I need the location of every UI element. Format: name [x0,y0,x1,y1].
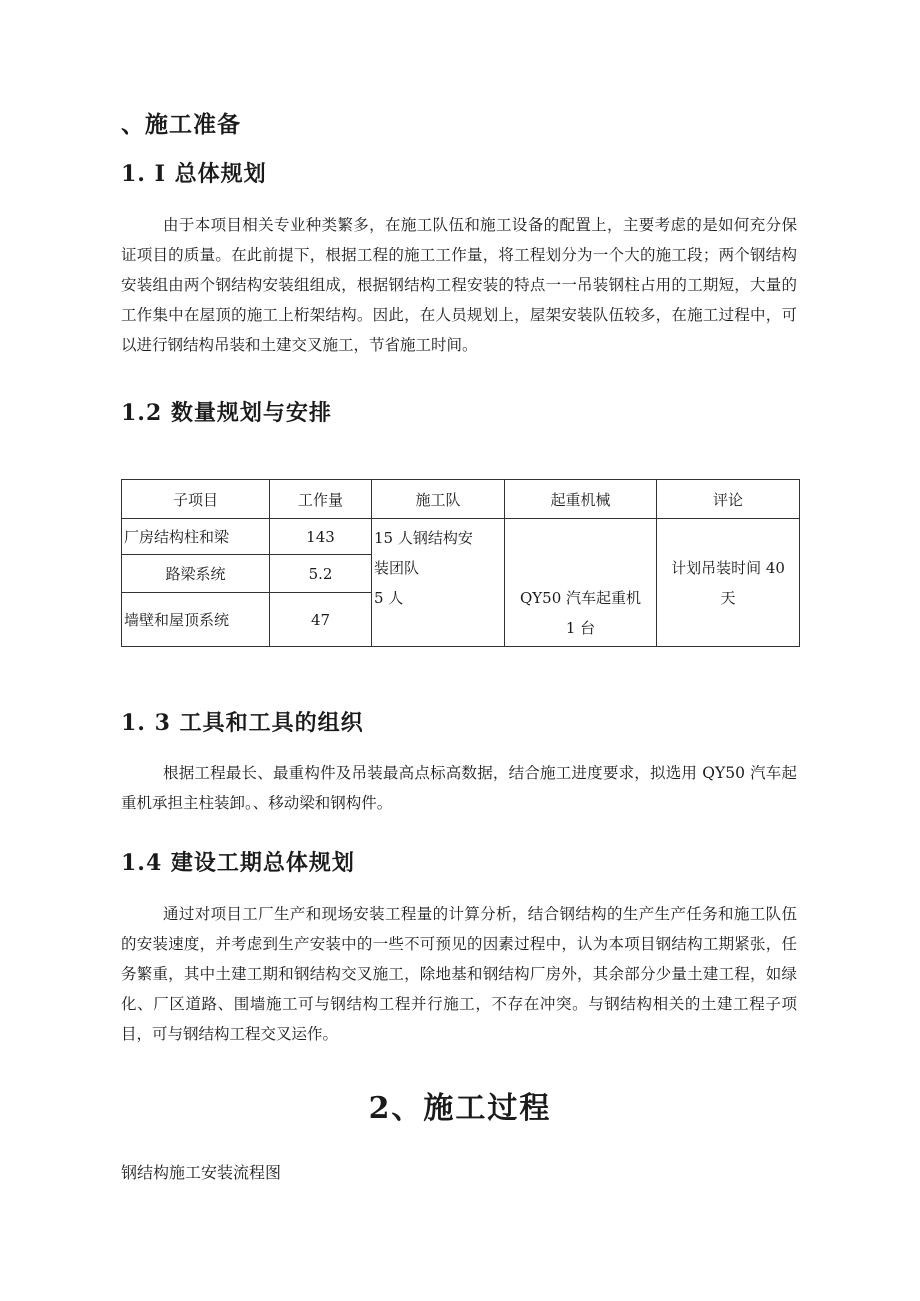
table-row [122,519,800,555]
crane-line: QY50 汽车起重机 [519,589,642,607]
section-1-1-heading: 1. I 总体规划 [121,161,267,187]
table-header-row [122,480,800,519]
table-cell-team [372,519,505,647]
team-line: 装团队 [374,559,420,577]
table-cell-qty: 143 [270,519,372,555]
quantity-table [121,479,800,647]
flowchart-caption: 钢结构施工安装流程图 [121,1163,282,1182]
table-cell-item: 厂房结构柱和梁 [122,519,270,555]
table-cell-item: 墙壁和屋顶系统 [122,593,270,647]
table-header: 工作量 [270,480,372,519]
table-header: 施工队 [372,480,505,519]
comment-line: 计划吊装时间 40 [671,558,785,577]
team-line: 15 人钢结构安 [374,529,473,547]
team-line: 5 人 [374,589,404,607]
table-header: 起重机械 [505,480,657,519]
table-cell-qty: 47 [270,593,372,647]
section-1-4-heading: 1.4 建设工期总体规划 [121,850,355,876]
section-1-1-paragraph: 由于本项目相关专业种类繁多，在施工队伍和施工设备的配置上，主要考虑的是如何充分保证项目的质量。在此前提下，根据工程的施工工作量，将工程划分为一个大的施工段；两个钢结构安装组由两个钢结构安装组组成，根据钢结构工程安装的特点一一吊装钢柱占用的工期短，大量的工作集中在屋顶的施工上桁架结构。因此，在人员规划上，屋架安装队伍较多，在施工过程中，可以进行钢结构吊装和土建交叉施工，节省施工时间。 [121,216,797,354]
table-cell-comment [657,519,800,647]
crane-line: 1 台 [565,619,596,637]
section-1-2-heading: 1.2 数量规划与安排 [121,400,332,426]
table-cell-qty: 5.2 [270,555,372,593]
table-cell-crane [505,519,657,647]
section-2-heading: 2、施工过程 [368,1091,552,1126]
table-header: 评论 [657,480,800,519]
section-1-3-paragraph: 根据工程最长、最重构件及吊装最高点标高数据，结合施工进度要求，拟选用 QY50 汽车起重机承担主柱装卸。、移动梁和钢构件。 [121,764,797,812]
table-cell-item: 路梁系统 [122,555,270,593]
section-1-4-paragraph: 通过对项目工厂生产和现场安装工程量的计算分析，结合钢结构的生产生产任务和施工队伍的安装速度，并考虑到生产安装中的一些不可预见的因素过程中，认为本项目钢结构工期紧张，任务繁重，其中土建工期和钢结构交叉施工，除地基和钢结构厂房外，其余部分少量土建工程，如绿化、厂区道路、围墙施工可与钢结构工程并行施工，不存在冲突。与钢结构相关的土建工程子项目，可与钢结构工程交叉运作。 [121,905,797,1043]
section-1-3-heading: 1. 3 工具和工具的组织 [121,710,364,736]
section-1-heading: 、施工准备 [121,111,241,138]
table-header: 子项目 [122,480,270,519]
comment-line: 天 [720,588,736,607]
